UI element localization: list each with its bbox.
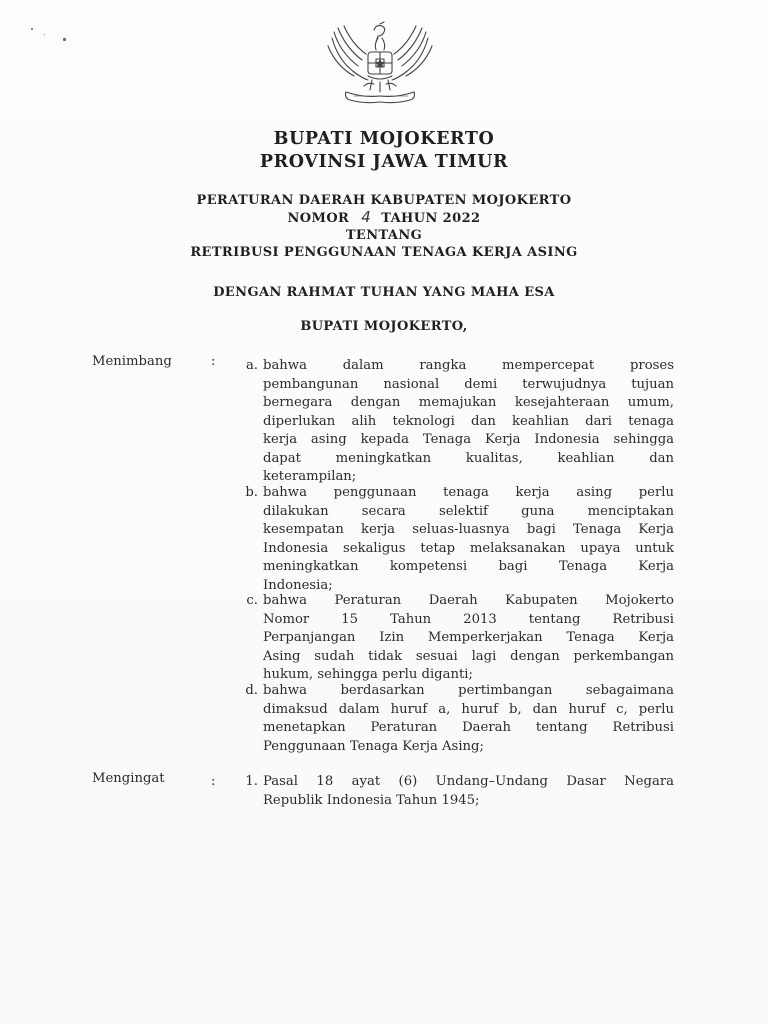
text-line: Pasal 18 ayat (6) Undang–Undang Dasar Negara — [263, 774, 674, 789]
text-line: bahwa dalam rangka mempercepat proses — [263, 358, 674, 373]
text-line: Republik Indonesia Tahun 1945; — [263, 792, 480, 808]
issuer-title: BUPATI MOJOKERTO — [273, 129, 495, 149]
text-line: Penggunaan Tenaga Kerja Asing; — [263, 738, 484, 754]
text-line: bernegara dengan memajukan kesejahteraan umum, — [263, 395, 674, 410]
text-line: dilakukan secara selektif guna menciptakan — [263, 503, 674, 519]
text-line: Nomor 15 Tahun 2013 tentang Retribusi — [263, 611, 674, 627]
text-line: Asing sudah tidak sesuai lagi dengan perkembangan — [263, 648, 674, 664]
province-title: PROVINSI JAWA TIMUR — [259, 152, 509, 172]
scan-speck — [31, 28, 33, 30]
regulation-subject: RETRIBUSI PENGGUNAAN TENAGA KERJA ASING — [190, 245, 578, 260]
scan-speck — [63, 38, 66, 41]
text-line: Indonesia; — [263, 577, 333, 593]
text-line: dimaksud dalam huruf a, huruf b, dan huruf c, perlu — [263, 701, 674, 717]
mengingat-label: Mengingat — [92, 771, 165, 786]
mengingat-colon: : — [211, 774, 216, 789]
issuer-text: BUPATI MOJOKERTO, — [300, 319, 468, 334]
menimbang-marker-a: a. — [245, 358, 258, 373]
text-line: bahwa penggunaan tenaga kerja asing perlu — [263, 485, 674, 500]
regulation-heading — [0, 192, 768, 261]
text-line: Indonesia sekaligus tetap melaksanakan upaya untuk — [263, 540, 674, 556]
menimbang-marker-d: d. — [245, 683, 258, 698]
text-line: menetapkan Peraturan Daerah tentang Retribusi — [263, 720, 674, 735]
text-line: kerja asing kepada Tenaga Kerja Indonesia sehingga — [263, 432, 674, 447]
menimbang-marker-c: c. — [246, 593, 258, 608]
text-line: hukum, sehingga perlu diganti; — [263, 667, 473, 682]
garuda-pancasila-emblem-icon — [324, 20, 436, 112]
text-line: bahwa berdasarkan pertimbangan sebagaimana — [263, 683, 674, 698]
text-line: dapat meningkatkan kualitas, keahlian dan — [263, 450, 674, 466]
text-line: kesempatan kerja seluas-luasnya bagi Tenaga Kerja — [263, 522, 674, 537]
scan-speck — [44, 34, 45, 35]
text-line: bahwa Peraturan Daerah Kabupaten Mojokerto — [263, 593, 674, 608]
nomor-value: 4 — [361, 208, 372, 226]
menimbang-label: Menimbang — [92, 354, 172, 369]
tentang-label: TENTANG — [345, 228, 423, 243]
document-header — [0, 128, 768, 174]
tahun-label: TAHUN 2022 — [381, 211, 481, 226]
mengingat-item-1 — [263, 773, 674, 810]
menimbang-marker-b: b. — [245, 485, 258, 500]
issuer-line — [0, 318, 768, 335]
regulation-number-line — [0, 209, 768, 227]
regulation-title: PERATURAN DAERAH KABUPATEN MOJOKERTO — [196, 193, 572, 208]
menimbang-item-d — [263, 682, 674, 756]
blessing-line — [0, 284, 768, 301]
menimbang-item-c — [263, 592, 674, 685]
menimbang-item-b — [263, 484, 674, 595]
text-line: Perpanjangan Izin Memperkerjakan Tenaga Kerja — [263, 630, 674, 645]
mengingat-marker-1: 1. — [245, 774, 258, 789]
text-line: keterampilan; — [263, 469, 357, 484]
text-line: meningkatkan kompetensi bagi Tenaga Kerja — [263, 559, 674, 574]
text-line: pembangunan nasional demi terwujudnya tujuan — [263, 376, 674, 392]
blessing-text: DENGAN RAHMAT TUHAN YANG MAHA ESA — [213, 285, 555, 300]
menimbang-item-a — [263, 357, 674, 487]
text-line: diperlukan alih teknologi dan keahlian dari tenaga — [263, 413, 674, 429]
nomor-label: NOMOR — [287, 211, 350, 226]
menimbang-colon: : — [211, 354, 216, 369]
